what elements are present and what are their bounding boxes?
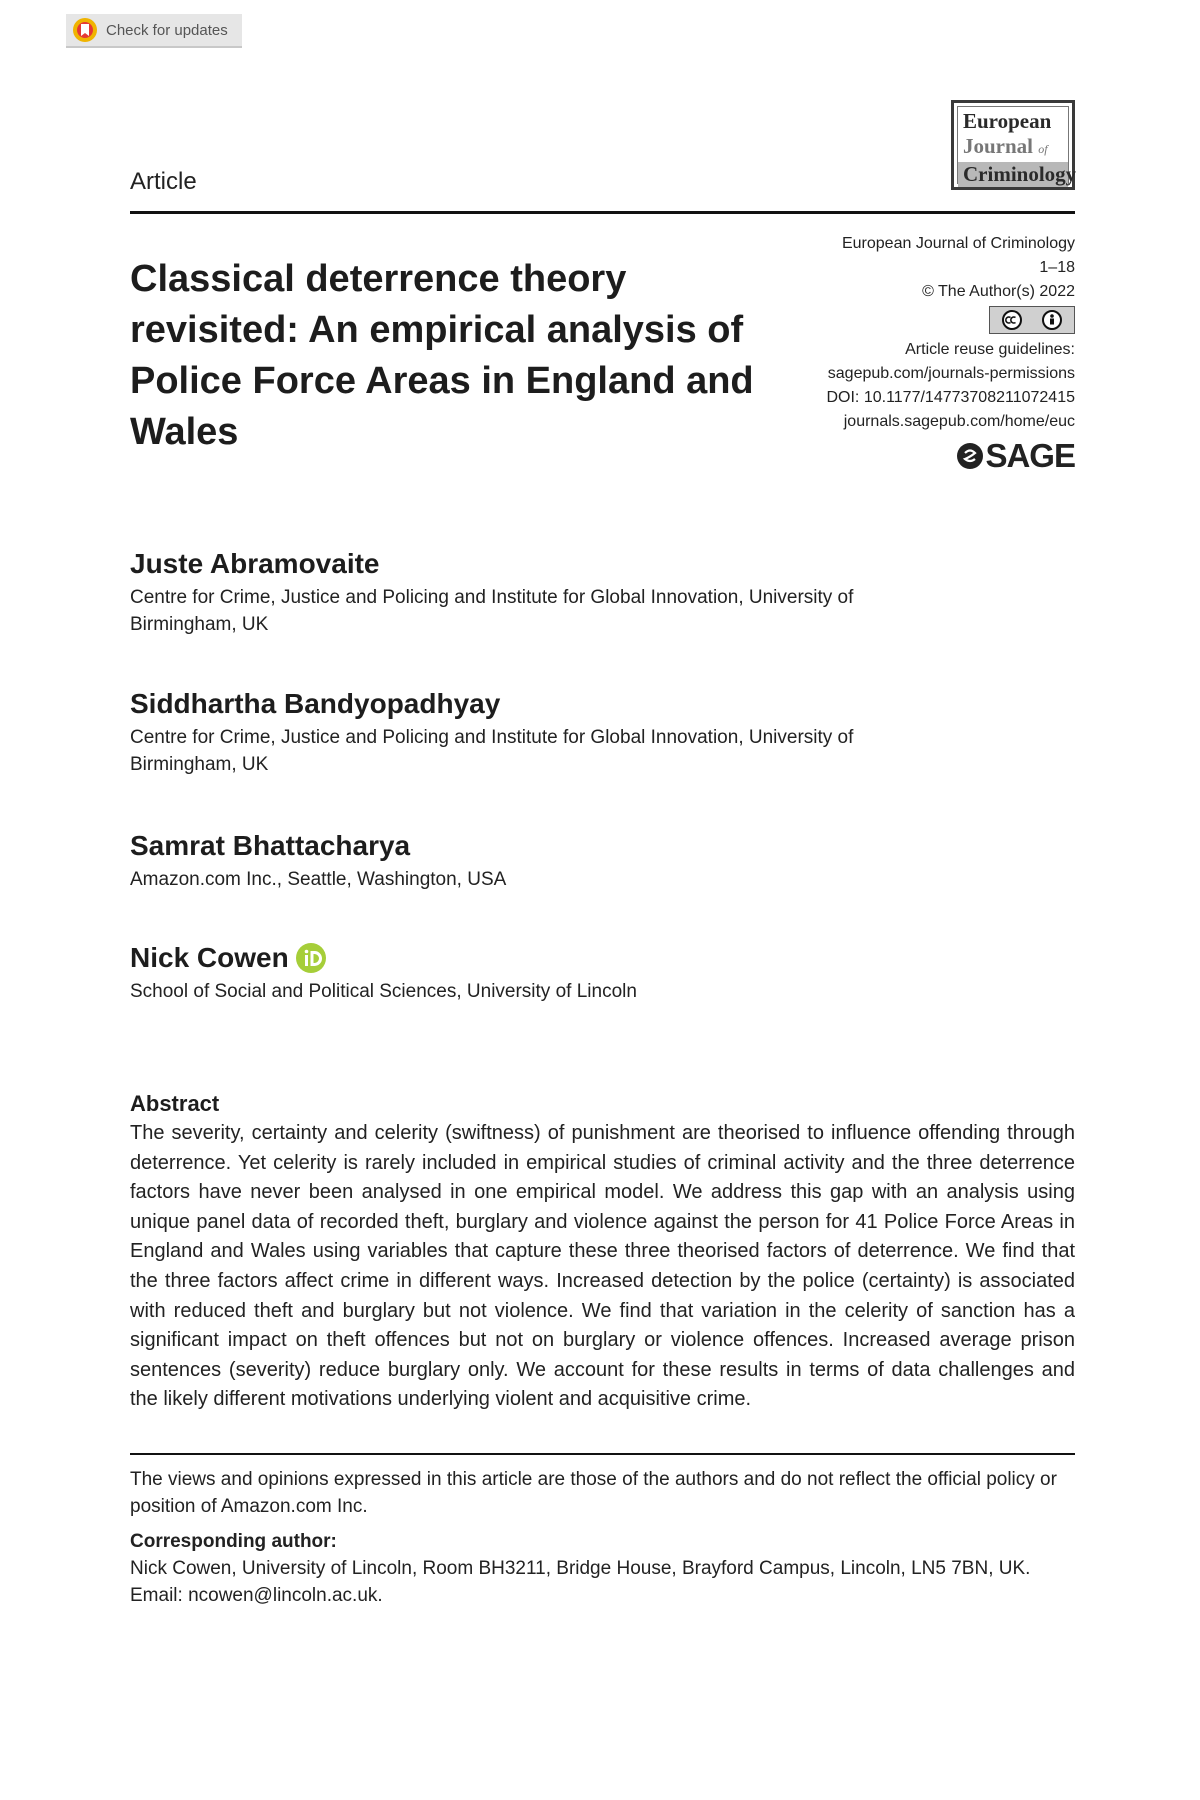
doi-link[interactable]: DOI: 10.1177/14773708211072415 — [826, 389, 1075, 406]
logo-line-european: European — [963, 109, 1052, 133]
author-affiliation: Amazon.com Inc., Seattle, Washington, USA — [130, 869, 507, 890]
author-affiliation: Centre for Crime, Justice and Policing and Institute for Global Innovation, University of Birmingham, UK — [130, 587, 854, 635]
logo-line-criminology: Criminology — [958, 162, 1068, 187]
copyright-notice: © The Author(s) 2022 — [922, 283, 1075, 300]
cc-icon — [1002, 310, 1022, 330]
article-title: Classical deterrence theory revisited: An empirical analysis of Police Force Areas in England and Wales — [130, 258, 754, 453]
check-for-updates-label: Check for updates — [106, 21, 228, 39]
footnote-section — [130, 1466, 1075, 1609]
author-name: Nick Cowen — [130, 942, 289, 973]
orcid-icon[interactable] — [295, 942, 327, 974]
author-affiliation: School of Social and Political Sciences, University of Lincoln — [130, 981, 637, 1002]
header-rule — [130, 211, 1075, 214]
by-attribution-icon — [1042, 310, 1062, 330]
corresponding-author-label: Corresponding author: — [130, 1531, 337, 1552]
abstract-section — [130, 1089, 1075, 1415]
article-type-label: Article — [130, 168, 197, 195]
corresponding-author-address: Nick Cowen, University of Lincoln, Room BH3211, Bridge House, Brayford Campus, Lincoln, LN5 7BN, UK. — [130, 1558, 1031, 1579]
crossmark-icon — [72, 17, 98, 43]
journal-home-link[interactable]: journals.sagepub.com/home/euc — [843, 413, 1075, 430]
cc-by-license-badge[interactable] — [989, 306, 1075, 334]
sage-logo — [956, 437, 1075, 475]
logo-line-journal: Journal — [963, 134, 1034, 158]
author-name: Juste Abramovaite — [130, 548, 380, 579]
author-block — [130, 830, 870, 893]
logo-line-of: of — [1038, 142, 1048, 156]
check-for-updates-button[interactable] — [66, 14, 242, 48]
author-block — [130, 548, 870, 638]
sage-emblem-icon — [956, 442, 984, 470]
reuse-guidelines-label: Article reuse guidelines: — [905, 341, 1075, 358]
author-block — [130, 688, 870, 778]
reuse-guidelines-link[interactable]: sagepub.com/journals-permissions — [827, 365, 1075, 382]
abstract-heading: Abstract — [130, 1091, 220, 1116]
footnote-rule — [130, 1453, 1075, 1455]
corresponding-author-email[interactable]: Email: ncowen@lincoln.ac.uk. — [130, 1585, 383, 1606]
author-name: Samrat Bhattacharya — [130, 830, 411, 861]
article-meta — [775, 232, 1075, 434]
abstract-text: The severity, certainty and celerity (swiftness) of punishment are theorised to influence offending through deterrence. Yet celerity is rarely included in empirical studies of criminal activity and the three deterrence factors have never been analysed in one empirical model. We address this gap with an analysis using unique panel data of recorded theft, burglary and violence against the person for 41 Police Force Areas in England and Wales using variables that capture these three theorised factors of deterrence. We find that the three factors affect crime in different ways. Increased detection by the police (certainty) is associated with reduced theft and burglary but not violence. We find that variation in the celerity of sanction has a significant impact on theft offences but not on burglary or violence offences. Increased average prison sentences (severity) reduce burglary only. We account for these results in terms of data challenges and the likely different motivations underlying violent and acquisitive crime. — [130, 1122, 1075, 1411]
sage-wordmark: SAGE — [985, 437, 1075, 474]
disclaimer-text: The views and opinions expressed in this article are those of the authors and do not reflect the official policy or position of Amazon.com Inc. — [130, 1469, 1057, 1517]
author-name: Siddhartha Bandyopadhyay — [130, 688, 501, 719]
journal-logo — [951, 100, 1075, 190]
author-affiliation: Centre for Crime, Justice and Policing and Institute for Global Innovation, University of Birmingham, UK — [130, 727, 854, 775]
page-range: 1–18 — [1039, 259, 1075, 276]
journal-name: European Journal of Criminology — [841, 235, 1075, 252]
author-block — [130, 942, 870, 1005]
